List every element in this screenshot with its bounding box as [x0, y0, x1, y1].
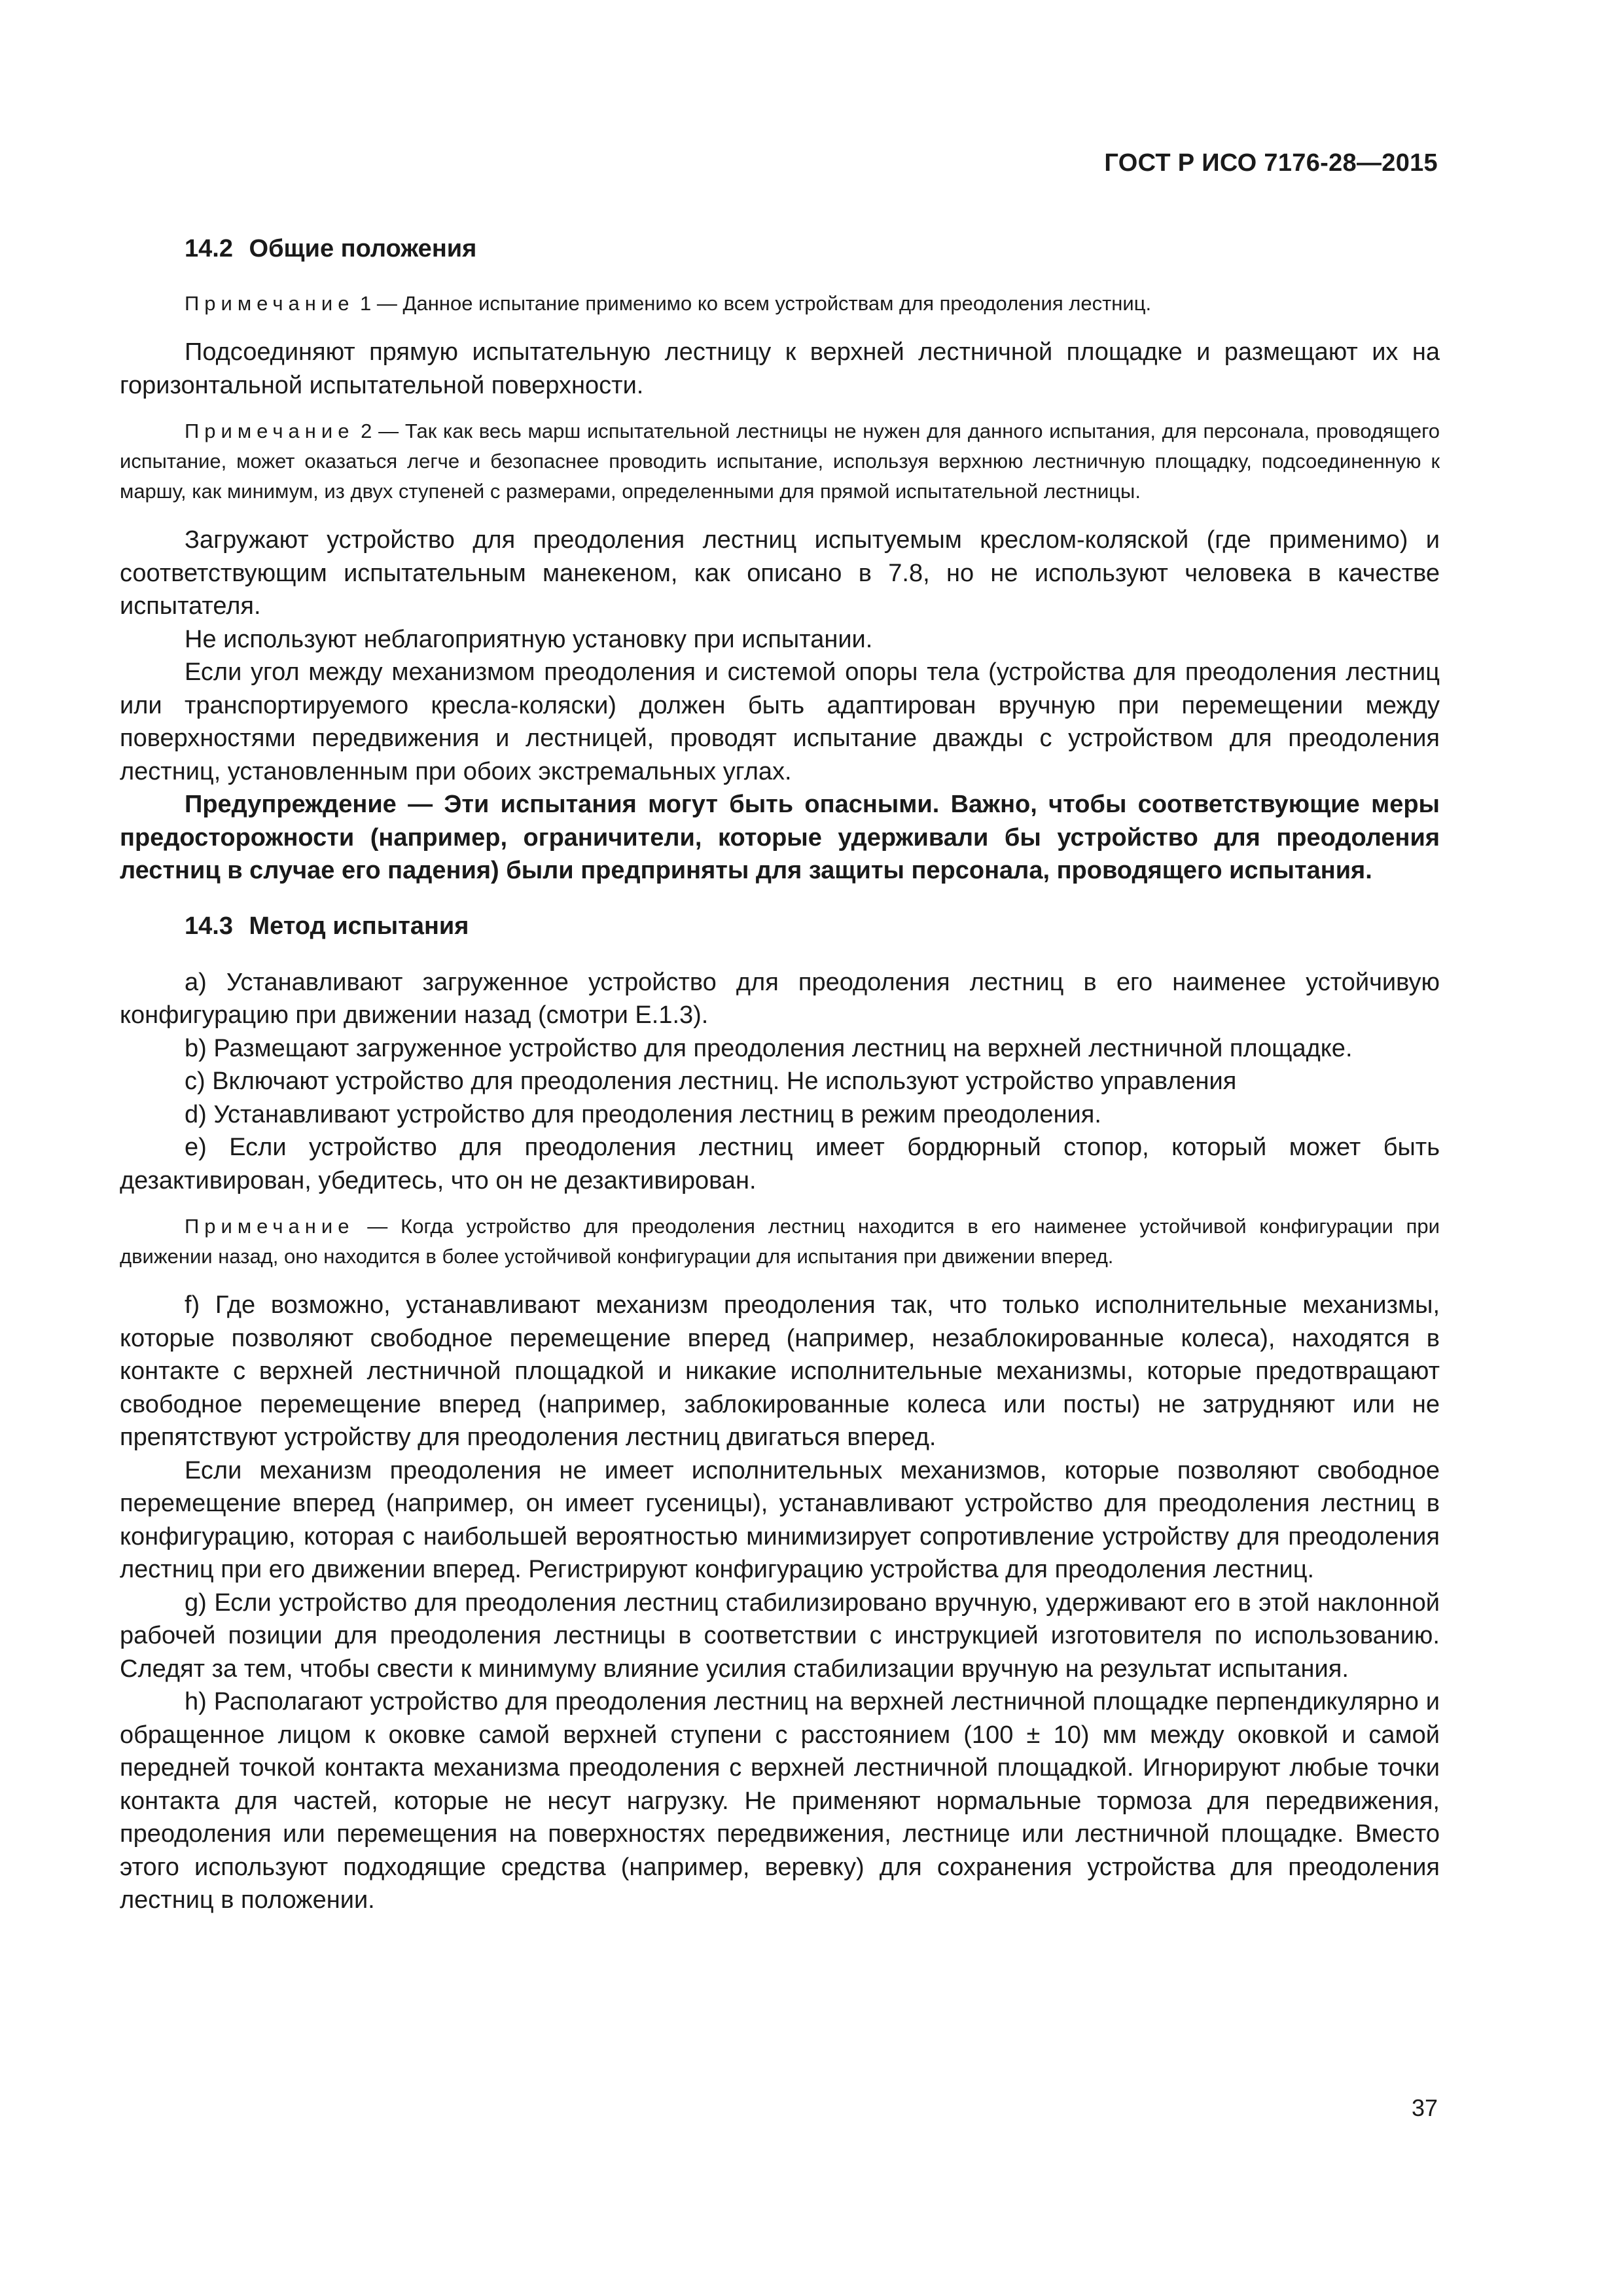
- note-2: [120, 416, 1440, 507]
- document-code-header: ГОСТ Р ИСО 7176-28—2015: [1104, 149, 1438, 177]
- list-item-a: a) Устанавливают загруженное устройство для преодоления лестниц в его наименее устойчивую конфигурацию при движении назад (смотри Е.1.3).: [120, 968, 1440, 1029]
- warning-paragraph: Предупреждение — Эти испытания могут быть опасными. Важно, чтобы соответствующие меры предосторожности (например, ограничители, которые удерживали бы устройство для преодоления лестниц в случае его падения) были предприняты для защиты персонала, проводящего испытания.: [120, 791, 1440, 884]
- page-number: 37: [1411, 2094, 1438, 2121]
- list-item-e: e) Если устройство для преодоления лестниц имеет бордюрный стопор, который может быть дезактивирован, убедитесь, что он не дезактивирован.: [120, 1134, 1440, 1194]
- note-label: Примечание: [185, 292, 355, 315]
- paragraph: Если угол между механизмом преодоления и системой опоры тела (устройства для преодоления лестниц или транспортируемого кресла-коляски) должен быть адаптирован вручную при перемещении между поверхностями передвижения и лестницей, проводят испытание дважды с устройством для преодоления лестниц, установленным при обоих экстремальных углах.: [120, 658, 1440, 785]
- section-title: Общие положения: [249, 235, 477, 262]
- paragraph: Загружают устройство для преодоления лестниц испытуемым креслом-коляской (где применимо) и соответствующим испытательным манекеном, как описано в 7.8, но не используют человека в качестве испытателя.: [120, 526, 1440, 620]
- list-item-f: f) Где возможно, устанавливают механизм преодоления так, что только исполнительные механизмы, которые позволяют свободное перемещение вперед (например, незаблокированные колеса), находятся в контакте с верхней лестничной площадкой и никакие исполнительные механизмы, которые предотвращают свободное перемещение вперед (например, заблокированные колеса или посты) не затрудняют или не препятствуют устройству для преодоления лестниц двигаться вперед.: [120, 1291, 1440, 1451]
- section-number: 14.2: [185, 235, 233, 262]
- list-item-h: h) Располагают устройство для преодоления лестниц на верхней лестничной площадке перпендикулярно и обращенное лицом к оковке самой верхней ступени с расстоянием (100 ± 10) мм между оковкой и самой передней точкой контакта механизма преодоления с верхней лестничной площадкой. Игнорируют любые точки контакта для частей, которые не несут нагрузку. Не применяют нормальные тормоза для передвижения, преодоления или перемещения на поверхностях передвижения, лестнице или лестничной площадке. Вместо этого используют подходящие средства (например, веревку) для сохранения устройства для преодоления лестниц в положении.: [120, 1688, 1440, 1914]
- note-text: — Когда устройство для преодоления лестниц находится в его наименее устойчивой конфигурации при движении назад, оно находится в более устойчивой конфигурации для испытания при движении вперед.: [120, 1215, 1440, 1268]
- section-heading-14-2: [120, 232, 1440, 265]
- section-title: Метод испытания: [249, 912, 469, 940]
- paragraph: Подсоединяют прямую испытательную лестницу к верхней лестничной площадке и размещают их на горизонтальной испытательной поверхности.: [120, 338, 1440, 399]
- paragraph: Если механизм преодоления не имеет исполнительных механизмов, которые позволяют свободное перемещение вперед (например, он имеет гусеницы), устанавливают устройство для преодоления лестниц в конфигурацию, которая с наибольшей вероятностью минимизирует сопротивление устройству для преодоления лестниц при его движении вперед. Регистрируют конфигурацию устройства для преодоления лестниц.: [120, 1456, 1440, 1583]
- section-heading-14-3: [120, 910, 1440, 942]
- note-1: [120, 289, 1440, 319]
- note-label: Примечание: [185, 420, 355, 442]
- note-label: Примечание: [185, 1215, 355, 1238]
- list-item-g: g) Если устройство для преодоления лестниц стабилизировано вручную, удерживают его в этой наклонной рабочей позиции для преодоления лестницы в соответствии с инструкцией изготовителя по использованию. Следят за тем, чтобы свести к минимуму влияние усилия стабилизации вручную на результат испытания.: [120, 1588, 1440, 1683]
- document-body: [120, 219, 1440, 1917]
- paragraph: Не используют неблагоприятную установку при испытании.: [185, 625, 873, 653]
- note-text: 2 — Так как весь марш испытательной лестницы не нужен для данного испытания, для персонала, проводящего испытание, может оказаться легче и безопаснее проводить испытание, используя верхнюю лестничную площадку, подсоединенную к маршу, как минимум, из двух ступеней с размерами, определенными для прямой испытательной лестницы.: [120, 420, 1440, 503]
- section-number: 14.3: [185, 912, 233, 940]
- note-text: 1 — Данное испытание применимо ко всем устройствам для преодоления лестниц.: [354, 292, 1152, 315]
- note-3: [120, 1211, 1440, 1272]
- list-item-b: b) Размещают загруженное устройство для преодоления лестниц на верхней лестничной площадке.: [185, 1034, 1353, 1062]
- list-item-c: c) Включают устройство для преодоления лестниц. Не используют устройство управления: [185, 1067, 1237, 1095]
- list-item-d: d) Устанавливают устройство для преодоления лестниц в режим преодоления.: [185, 1100, 1101, 1128]
